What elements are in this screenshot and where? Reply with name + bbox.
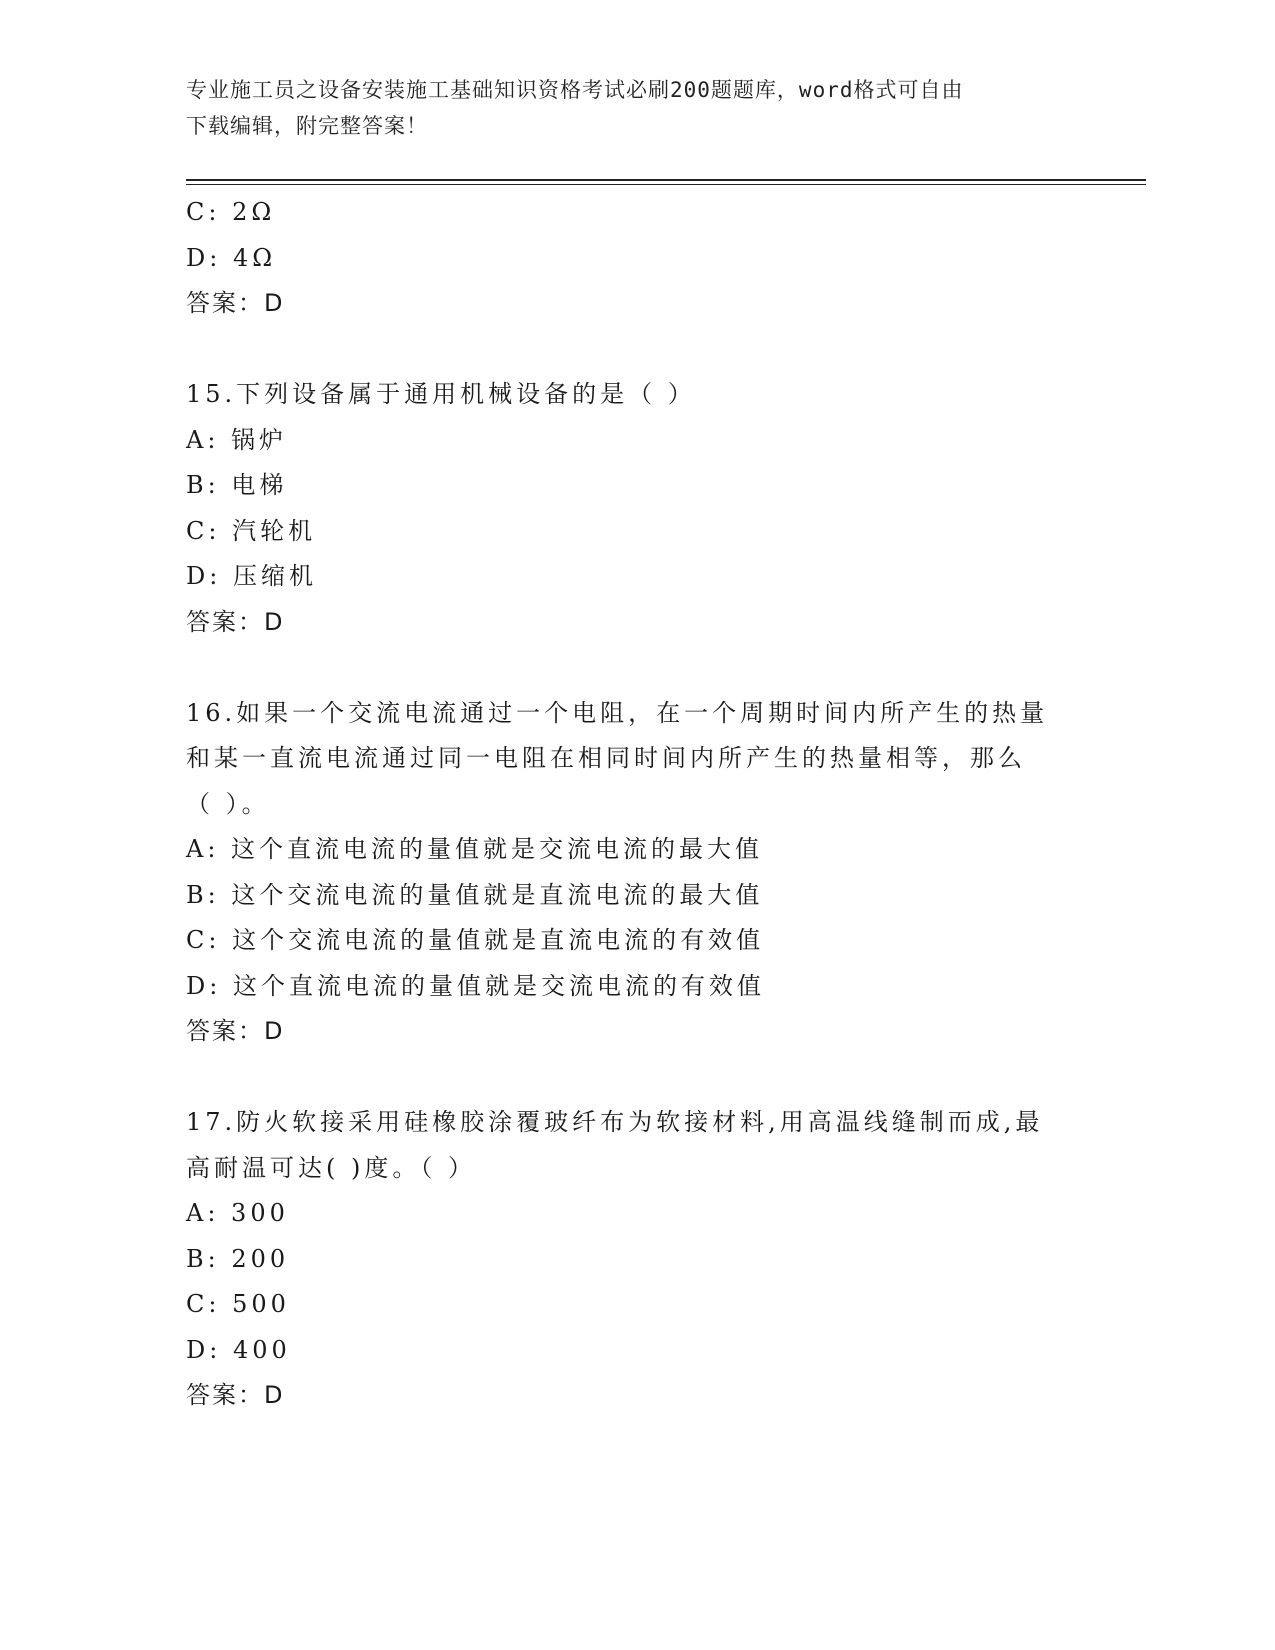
question-stem-line: （ ）。 [186,789,270,818]
question-stem [186,372,1066,418]
question-17 [186,1100,1086,1419]
option-d: D: 400 [186,1335,291,1364]
option-a: A: 这个直流电流的量值就是交流电流的最大值 [186,835,764,863]
option-c: C: 500 [186,1290,290,1318]
option-c: C: 这个交流电流的量值就是直流电流的有效值 [186,926,765,954]
option-b: B: 200 [186,1244,290,1273]
option-b: B: 电梯 [186,471,288,499]
question-stem-line: 15.下列设备属于通用机械设备的是（ ） [186,380,696,408]
option-d: D: 4Ω [186,243,277,272]
question-15 [186,372,1086,645]
question-spacer [186,645,1086,691]
header-line-1: 专业施工员之设备安装施工基础知识资格考试必刷200题题库，word格式可自由 [186,78,964,102]
answer-line: 答案：D [186,1381,285,1409]
question-stem-line: 和某一直流电流通过同一电阻在相同时间内所产生的热量相等，那么 [186,744,1026,772]
header-divider-thick [186,179,1146,181]
option-a: A: 锅炉 [186,425,288,454]
question-stem-line: 16.如果一个交流电流通过一个电阻，在一个周期时间内所产生的热量 [186,698,1049,727]
question-stem-line: 高耐温可达( )度。（ ） [186,1153,476,1182]
answer-line: 答案：D [186,607,285,636]
answer-line: 答案：D [186,1017,285,1045]
document-header [186,72,1086,144]
question-16 [186,691,1086,1055]
header-divider-thin [186,184,1146,185]
header-line-2: 下载编辑，附完整答案！ [186,114,428,138]
option-d: D: 这个直流电流的量值就是交流电流的有效值 [186,971,765,1000]
option-b: B: 这个交流电流的量值就是直流电流的最大值 [186,880,764,909]
question-stem-line: 17.防火软接采用硅橡胶涂覆玻纤布为软接材料,用高温线缝制而成,最 [186,1108,1044,1136]
option-a: A: 300 [186,1199,289,1227]
question-spacer [186,327,1086,373]
option-c: C: 2Ω [186,198,276,226]
question-stem [186,1100,1066,1191]
option-d: D: 压缩机 [186,562,317,590]
question-stem [186,691,1066,828]
question-spacer [186,1055,1086,1101]
option-c: C: 汽轮机 [186,516,317,545]
question-14-continuation [186,190,1086,327]
question-list [186,190,1086,1419]
answer-line: 答案：D [186,289,285,317]
